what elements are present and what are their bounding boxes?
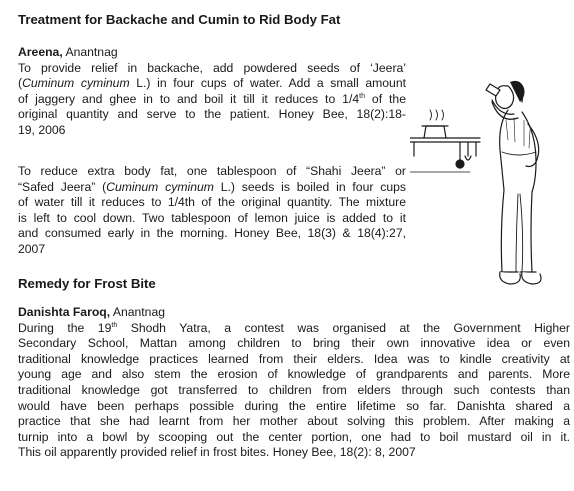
para1-line: To provide relief in backache, add powdered seeds of ‘Jeera’ [18, 60, 406, 75]
para3-line: This oil apparently provided relief in frost bites. Honey Bee, 18(2): 8, 2007 [18, 445, 416, 460]
para1-line: (Cuminum cyminum L.) in four cups of water. Add a small amount [18, 76, 406, 91]
para3-line: would have been perhaps possible during the entire lifetime so far. Danishta shared a [18, 398, 570, 413]
para1-line: 19, 2006 [18, 122, 66, 137]
para3-line: young age and also stem the erosion of knowledge of grandparents and parents. More [18, 367, 570, 382]
para1-line: original quantity and serve to the patient. Honey Bee, 18(2):18- [18, 107, 406, 122]
section2-location: Anantnag [112, 305, 166, 319]
para2-line: “Safed Jeera” (Cuminum cyminum L.) seeds is boiled in four cups [18, 179, 406, 194]
section2-title: Remedy for Frost Bite [18, 276, 156, 291]
para3-line: traditional knowledge practices learned from their elders. Idea was to kindle creativity at [18, 351, 570, 366]
section1-location: Anantnag [65, 45, 118, 59]
section1-body [18, 45, 406, 139]
para3-line: traditional knowledge got transferred to children from elders through such contests than [18, 382, 570, 397]
para3-line: practice that she had learnt from her mother about solving this problem. After making a [18, 414, 570, 429]
section2-byline [18, 305, 570, 321]
para1-line: of jaggery and ghee in to and boil it till it reduces to 1/4th of the [18, 91, 406, 106]
section1-author: Areena, [18, 45, 63, 59]
para2-line: To reduce extra body fat, one tablespoon of “Shahi Jeera” or [18, 164, 406, 178]
species-name: Cuminum cyminum [106, 179, 214, 194]
section1-byline [18, 45, 406, 61]
para2-line: 2007 [18, 241, 46, 256]
para2-line: and consumed early in the morning. Honey Bee, 18(3) & 18(4):27, [18, 226, 406, 241]
para2-line: of water till it reduces to 1/4th of the original quantity. The mixture [18, 195, 406, 210]
section2-body [18, 305, 570, 461]
para3-line: turnip into a bowl by scooping out the center portion, one had to boil mustard oil in it. [18, 429, 570, 444]
para2-line: is left to cool down. Two tablespoon of lemon juice is added to it [18, 210, 406, 225]
section2-author: Danishta Faroq, [18, 305, 111, 319]
para3-line: During the 19th Shodh Yatra, a contest was organised at the Government Higher [18, 320, 570, 335]
para3-line: Secondary School, Mattan among children to bring their own innovative idea or even [18, 336, 570, 351]
section1-title: Treatment for Backache and Cumin to Rid Body Fat [18, 12, 341, 27]
woman-drinking-illustration [410, 60, 560, 290]
species-name: Cuminum cyminum [22, 76, 130, 91]
